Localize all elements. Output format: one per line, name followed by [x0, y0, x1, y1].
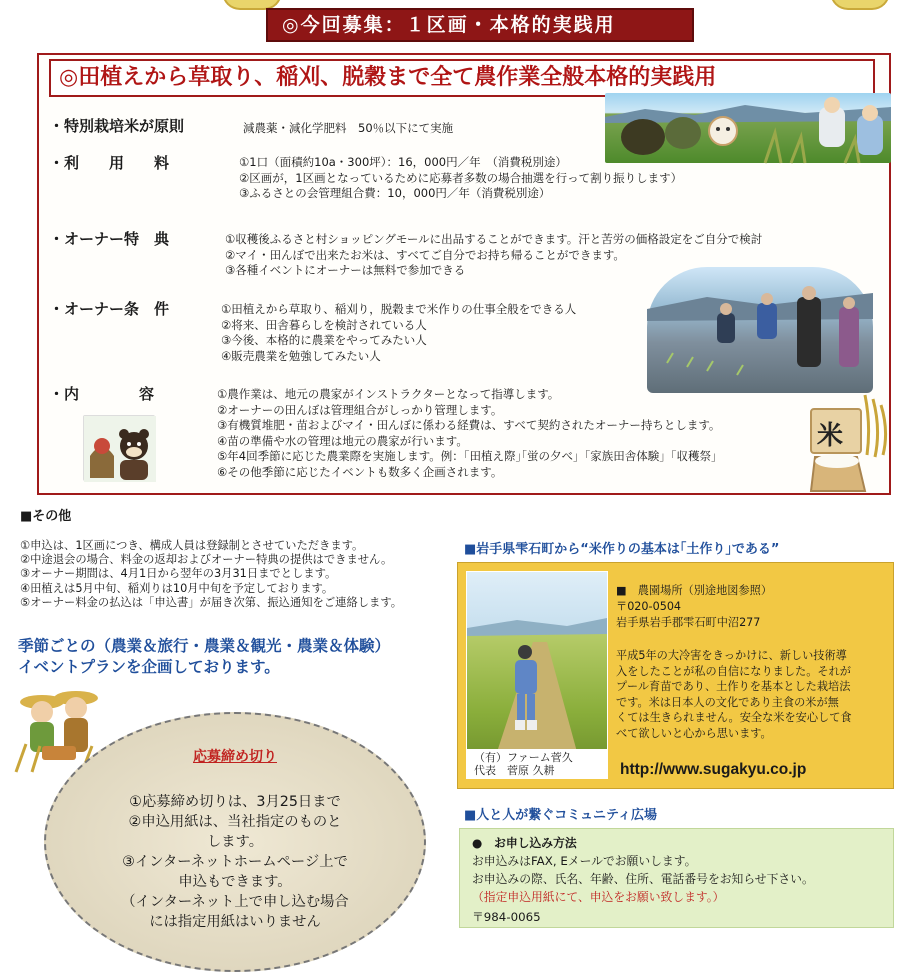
- content-label: ・内 容: [49, 385, 155, 403]
- fee-item-3: ③ふるさとの会管理組合費：10，000円／年（消費税別途）: [239, 186, 551, 201]
- content-item-6: ⑥その他季節に応じたイベントも数多く企画されます。: [217, 464, 503, 479]
- other-item-4: ④田植えは5月中旬、稲刈りは10月中旬を予定しております。: [20, 581, 334, 595]
- bear-mascot-illustration: [83, 415, 155, 481]
- deadline-item-2b: します。: [206, 834, 264, 850]
- deadline-item-3b: 申込もできます。: [178, 874, 292, 890]
- application-method-title: ● お申し込み方法: [472, 836, 577, 850]
- main-info-box: [37, 53, 891, 495]
- fee-item-1: ①1口（面積約10a・300坪）：16，000円／年 （消費税別途）: [239, 155, 567, 169]
- condition-item-3: ③今後、本格的に農業をやってみたい人: [221, 333, 427, 348]
- condition-label: ・オーナー条 件: [49, 300, 170, 318]
- farm-message-line-2: 入をしたことが私の自信になりました。それが: [616, 664, 851, 678]
- privilege-item-1: ①収穫後ふるさと村ショッピングモールに出品することができます。汗と苦労の価格設定をご自分で検討: [225, 232, 763, 246]
- farm-message-line-5: くては生きられません。安全な米を安心して食: [616, 711, 852, 724]
- rice-planting-illustration: [647, 267, 873, 393]
- farm-postal: 〒020-0504: [616, 600, 682, 613]
- condition-item-2: ②将来、田舎暮らしを検討されている人: [221, 317, 427, 332]
- deadline-item-3: ③インターネットホームページ上で: [122, 854, 348, 870]
- rice-bag-illustration: [809, 395, 893, 495]
- other-item-3: ③オーナー期間は、4月1日から翌年の3月31日までとします。: [20, 567, 337, 581]
- other-item-1: ①申込は、1区画につき、構成人員は登録制とさせていただきます。: [20, 539, 364, 552]
- content-item-1: ①農作業は、地元の農家がインストラクターとなって指導します。: [217, 387, 560, 401]
- farm-company: （有）ファーム菅久: [474, 751, 573, 764]
- fee-list: [239, 155, 682, 202]
- special-cultivation-text: 減農薬・減化学肥料 50％以下にて実施: [243, 121, 454, 135]
- top-decoration-right: [830, 0, 890, 10]
- deadline-item-4b: には指定用紙はいりません: [149, 914, 321, 930]
- privilege-label: ・オーナー特 典: [49, 230, 170, 248]
- farm-message-line-6: べて欲しいと心から思います。: [616, 726, 772, 740]
- condition-item-1: ①田植えから草取り、稲刈り，脱穀まで米作りの仕事全般をできる人: [221, 302, 577, 316]
- condition-item-4: ④販売農業を勉強してみたい人: [221, 348, 381, 363]
- special-cultivation-label: ・特別栽培米が原則: [49, 117, 185, 135]
- farm-message-line-3: プール育苗であり、土作りを基本とした栽培法: [616, 680, 851, 693]
- privilege-item-3: ③各種イベントにオーナーは無料で参加できる: [225, 263, 466, 278]
- deadline-panel: [44, 712, 426, 972]
- farm-place-title: ■ 農園場所（別途地図参照）: [616, 584, 773, 597]
- deadline-item-2: ②申込用紙は、当社指定のものと: [128, 814, 342, 830]
- farm-representative: 代表 菅原 久耕: [474, 764, 555, 777]
- farm-heading: ■岩手県雫石町から“米作りの基本は｢土作り｣である”: [464, 542, 780, 557]
- farmer-photo: [466, 571, 608, 773]
- farm-message: [616, 648, 852, 741]
- application-box: [459, 828, 894, 928]
- rice-planting-photo: [647, 267, 873, 393]
- condition-list: [221, 302, 576, 364]
- other-item-2: ②中途退会の場合、料金の返却およびオーナー特典の提供はできません。: [20, 553, 393, 567]
- kome-character: 米: [817, 421, 844, 451]
- content-list: [217, 387, 720, 481]
- fee-label: ・利 用 料: [49, 154, 170, 172]
- privilege-item-2: ②マイ・田んぼで出来たお米は、すべてご自分でお持ち帰ることができます。: [225, 247, 625, 262]
- application-line-3: （指定申込用紙にて、申込をお願い致します。）: [472, 890, 725, 904]
- other-item-5: ⑤オーナー料金の払込は「申込書」が届き次第、振込通知をご連絡します。: [20, 595, 403, 609]
- content-item-3: ③有機質堆肥・苗およびマイ・田んぼに係わる経費は、すべて契約されたオーナー持ちとします。: [217, 418, 721, 433]
- other-heading: ■その他: [20, 509, 72, 524]
- seasonal-event-text: [18, 636, 390, 678]
- deadline-item-4: （インターネット上で申し込む場合: [121, 894, 349, 910]
- application-postal: 〒984-0065: [472, 910, 541, 924]
- farm-info-box: [457, 562, 894, 789]
- seasonal-line-1: 季節ごとの（農業＆旅行・農業＆観光・農業＆体験）: [18, 637, 391, 655]
- seasonal-line-2: イベントプランを企画しております。: [18, 658, 280, 676]
- farm-address: 岩手県岩手郡雫石町中沼277: [616, 616, 761, 629]
- fee-item-2: ②区画が，1区画となっているために応募者多数の場合抽選を行って割り振りします）: [239, 170, 683, 185]
- application-line-2: お申込みの際、氏名、年齢、住所、電話番号をお知らせ下さい。: [472, 872, 814, 886]
- recruit-banner: ◎今回募集：１区画・本格的実践用: [266, 8, 694, 42]
- content-item-5: ⑤年4回季節に応じた農業際を実施します。例：｢田植え際｣｢蛍の夕べ｣「家族田舎体験」｢収穫祭｣: [217, 449, 717, 464]
- deadline-list: [46, 792, 424, 932]
- rice-field-illustration: [605, 93, 891, 163]
- content-item-2: ②オーナーの田んぼは管理組合がしっかり管理します。: [217, 402, 503, 417]
- other-list: [20, 539, 402, 610]
- farm-message-line-4: です。米は日本人の文化であり主食の米が無: [616, 695, 839, 709]
- rice-field-photo: [605, 93, 891, 163]
- farmer-in-field-illustration: [467, 572, 607, 752]
- deadline-title: 応募締め切り: [193, 749, 277, 765]
- community-heading: ■人と人が繋ぐコミュニティ広場: [464, 808, 657, 823]
- farm-message-line-1: 平成5年の大冷害をきっかけに、新しい技術導: [616, 649, 847, 662]
- bear-mascot-icon: [84, 416, 156, 482]
- farm-website-link[interactable]: http://www.sugakyu.co.jp: [620, 761, 807, 778]
- content-item-4: ④苗の準備や水の管理は地元の農家が行います。: [217, 433, 468, 448]
- deadline-item-1: ①応募締め切りは、3月25日まで: [129, 794, 341, 810]
- farm-caption: [466, 749, 608, 779]
- main-title: ◎田植えから草取り、稲刈、脱穀まで全て農作業全般本格的実践用: [49, 59, 875, 97]
- application-line-1: お申込みはFAX, Eメールでお願いします。: [472, 854, 697, 868]
